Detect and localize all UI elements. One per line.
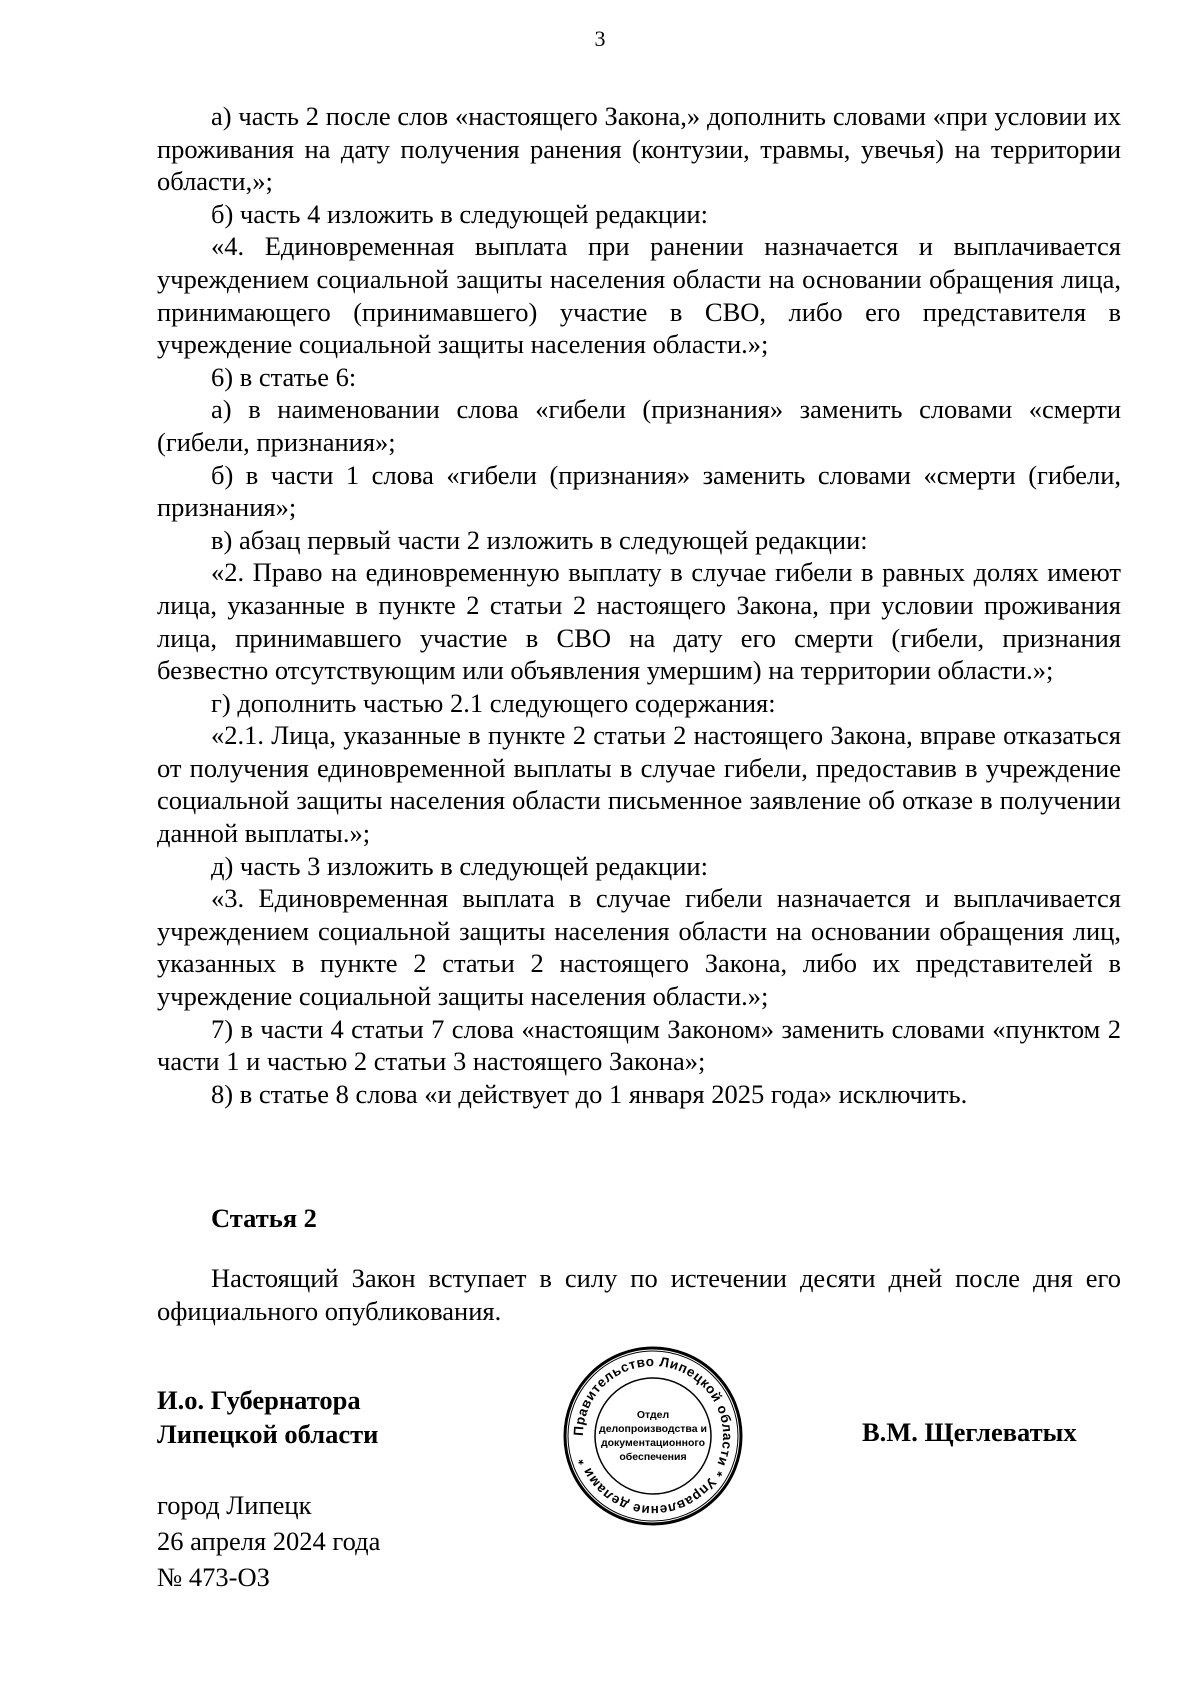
paragraph-b-part4: б) часть 4 изложить в следующей редакции:: [211, 198, 708, 229]
seal-center-line4: обеспечения: [619, 1451, 687, 1463]
paragraph-6b: б) в части 1 слова «гибели (признания» заменить словами «смерти (гибели, признания»;: [157, 459, 1121, 523]
paragraph-part4-text: «4. Единовременная выплата при ранении назначается и выплачивается учреждением социальной защиты населения области на основании обращения лица, принимающего (принимавшего) участие в СВО, либо его представителя в учреждение социальной защиты населения области.»;: [157, 231, 1121, 360]
law-number: № 473-ОЗ: [157, 1562, 270, 1592]
document-body: [157, 100, 1121, 1110]
paragraph-6g: г) дополнить частью 2.1 следующего содержания:: [211, 687, 776, 718]
paragraph-item7: 7) в части 4 статьи 7 слова «настоящим Законом» заменить словами «пунктом 2 части 1 и частью 2 статьи 3 настоящего Закона»;: [157, 1013, 1121, 1077]
paragraph-item6: 6) в статье 6:: [211, 361, 357, 392]
paragraph-part2-1-text: «2.1. Лица, указанные в пункте 2 статьи 2 настоящего Закона, вправе отказаться от получения единовременной выплаты в случае гибели, предоставив в учреждение социальной защиты населения области письменное заявление об отказе в получении данной выплаты.»;: [157, 720, 1121, 849]
official-seal: [562, 1345, 744, 1527]
signer-title-line2: Липецкой области: [157, 1419, 379, 1449]
paragraph-item8: 8) в статье 8 слова «и действует до 1 января 2025 года» исключить.: [211, 1078, 968, 1109]
paragraph-6d: д) часть 3 изложить в следующей редакции:: [211, 850, 708, 881]
signer-name: В.М. Щеглеватых: [862, 1417, 1077, 1447]
paragraph-part3-text: «3. Единовременная выплата в случае гибели назначается и выплачивается учреждением социальной защиты населения области на основании обращения лиц, указанных в пункте 2 статьи 2 настоящего Закона, либо их представителей в учреждение социальной защиты населения области.»;: [157, 883, 1121, 1012]
paragraph-a-part2: а) часть 2 после слов «настоящего Закона,» дополнить словами «при условии их проживания на дату получения ранения (контузии, травмы, увечья) на территории области,»;: [157, 101, 1121, 197]
signer-title: [157, 1383, 378, 1451]
page-number: 3: [594, 26, 606, 51]
paragraph-part2-text: «2. Право на единовременную выплату в случае гибели в равных долях имеют лица, указанные в пункте 2 статьи 2 настоящего Закона, при условии проживания лица, принимавшего участие в СВО на дату его смерти (гибели, признания безвестно отсутствующим или объявления умершим) на территории области.»;: [157, 557, 1121, 686]
date: 26 апреля 2024 года: [157, 1526, 381, 1556]
seal-center-text: [598, 1408, 708, 1464]
city: город Липецк: [157, 1490, 312, 1520]
paragraph-6a: а) в наименовании слова «гибели (признания» заменить словами «смерти (гибели, признания»;: [157, 394, 1121, 457]
paragraph-6v: в) абзац первый части 2 изложить в следующей редакции:: [211, 524, 868, 555]
seal-center-line2: делопроизводства и: [599, 1423, 707, 1435]
closing-paragraph: Настоящий Закон вступает в силу по истечении десяти дней после дня его официального опубликования.: [157, 1263, 1121, 1326]
seal-center-line1: Отдел: [636, 1409, 670, 1421]
signer-title-line1: И.о. Губернатора: [157, 1385, 361, 1415]
place-date-block: [157, 1487, 380, 1595]
article-heading: Статья 2: [211, 1203, 317, 1233]
seal-ring-text: Правительство Липецкой области * Управление делами *: [570, 1353, 736, 1519]
seal-center-line3: документационного: [600, 1437, 706, 1449]
